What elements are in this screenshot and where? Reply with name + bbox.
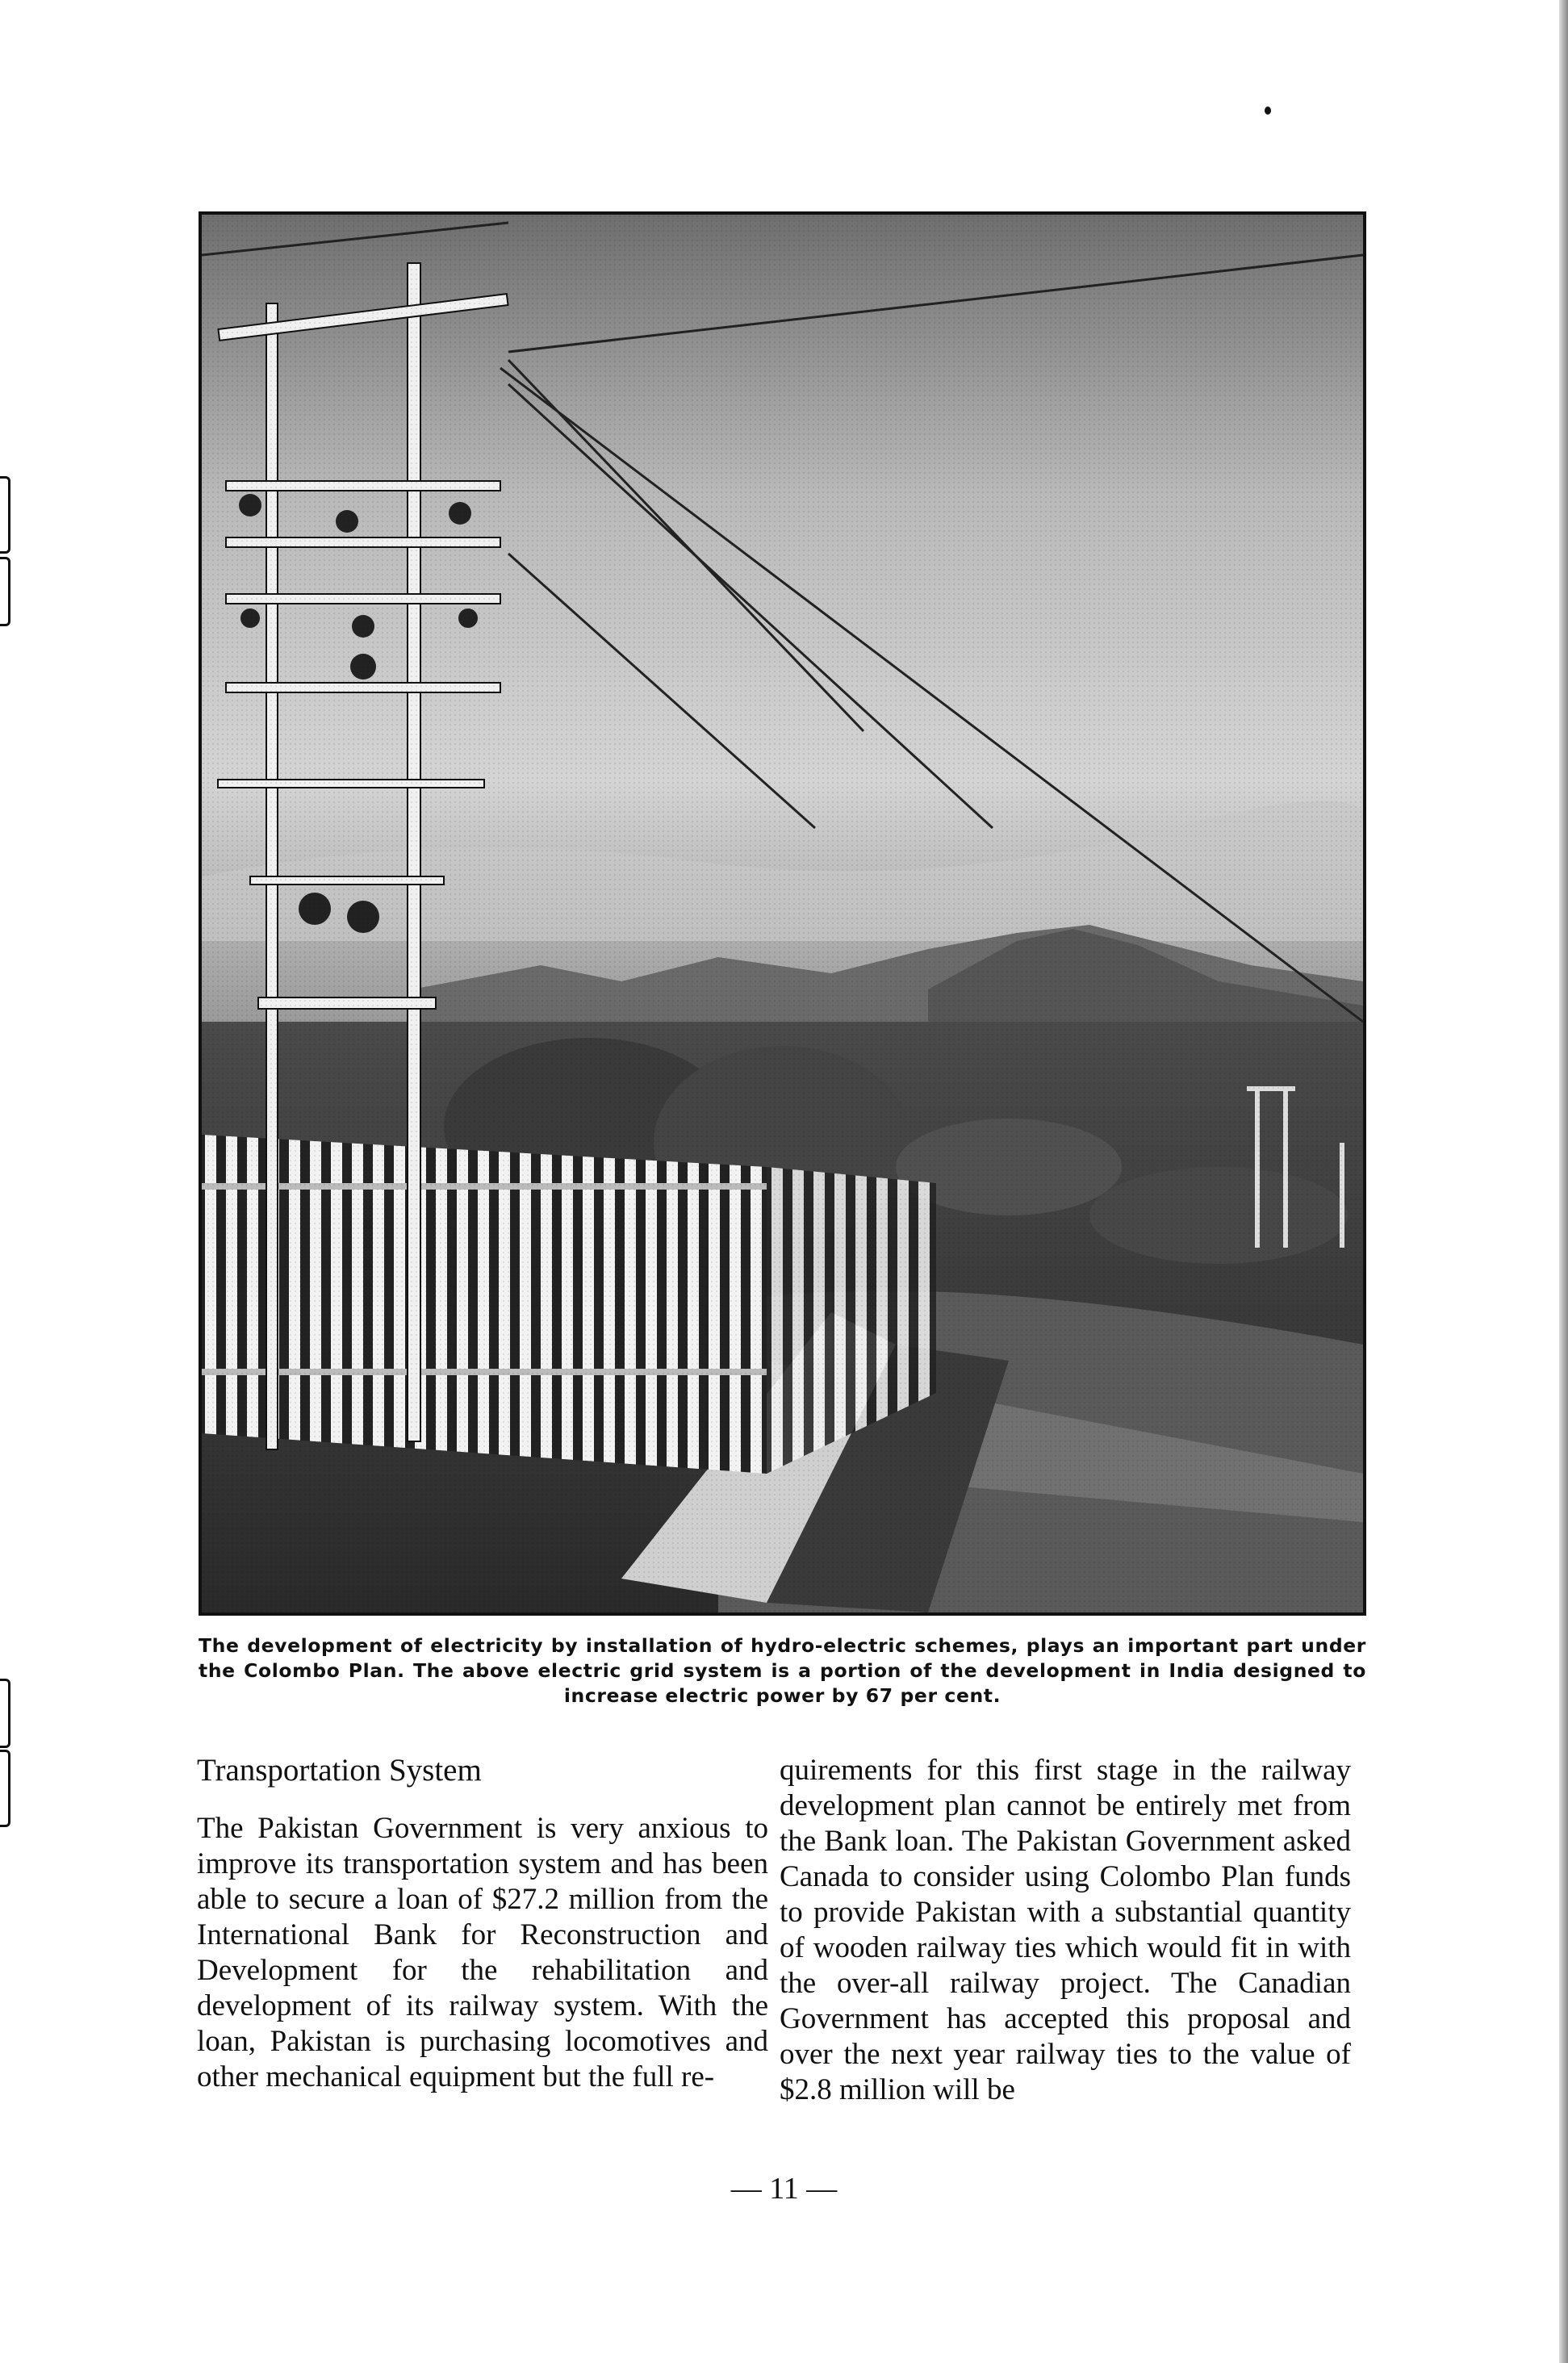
article-column-right <box>780 1753 1351 2108</box>
body-text-right: quirements for this first stage in the railway development plan cannot be entirely met from the Bank loan. The Pakistan Government asked Canada to consider using Colombo Plan funds to provide Pakistan with a substantial quantity of wooden railway ties which would fit in with the over-all railway project. The Canadian Government has accepted this proposal and over the next year railway ties to the value of $2.8 million will be <box>780 1754 1351 2106</box>
photo-caption: The development of electricity by installation of hydro-electric schemes, plays an important part under the Colombo Plan. The above electric grid system is a portion of the development in India designed to increase electric power by 67 per cent. <box>199 1634 1366 1707</box>
electric-grid-photo <box>199 211 1366 1616</box>
section-heading: Transportation System <box>197 1753 482 1788</box>
page-edge <box>1559 0 1568 2363</box>
article-column-left <box>197 1753 768 2095</box>
binding-mark <box>0 476 10 554</box>
binding-mark <box>0 1750 10 1827</box>
ink-speck <box>1265 107 1271 115</box>
binding-mark <box>0 557 10 626</box>
page-number: — 11 — <box>730 2172 838 2206</box>
body-text-left: The Pakistan Government is very anxious to improve its transportation system and has been able to secure a loan of $27.2 million from the International Bank for Reconstruction and Development for the rehabilitation and development of its railway system. With the loan, Pakistan is purchasing locomotives and other mechanical equipment but the full re- <box>197 1812 768 2093</box>
binding-mark <box>0 1679 10 1748</box>
